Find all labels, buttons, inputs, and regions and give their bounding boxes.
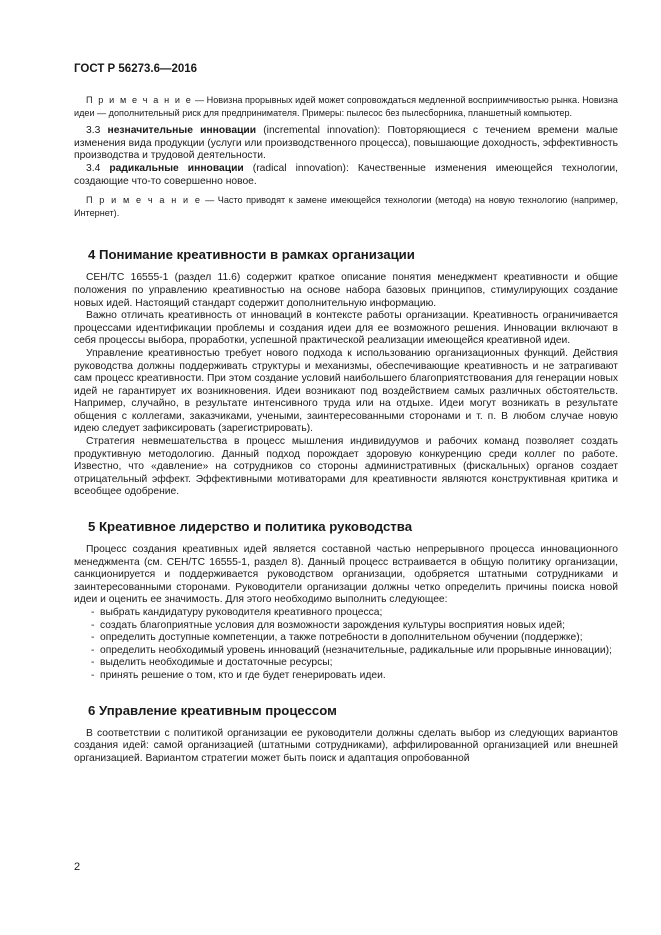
list-item-text: создать благоприятные условия для возможности зарождения культуры восприятия новых идей; [100,619,565,631]
spacer [74,499,618,519]
list-item: - выделить необходимые и достаточные ресурсы; [91,657,333,669]
term-definition: (incremental innovation): Повторяющиеся с течением времени малые изменения вида продукции (услуги или производственного процесса), повышающие доходность, эффективность производства и трудовой деятельности. [74,125,618,162]
section-4-paragraph: Управление креативностью требует нового подхода к использованию организационных функций. Действия руководства должны поддерживать структуры и механизмы, обеспечивающие креативность и не затрагивают сам процесс креативности. При этом создание условий наибольшего благоприятствования для генерации новых идей не гарантирует их возникновения. Идеи возникают под воздействием самых различных обстоятельств. Например, случайно, в результате интенсивного труда или на отдыхе. Идеи могут возникать в результате общения с коллегами, заказчиками, учеными, заинтересованными сторонами и т. п. В любом случае новую идею следует зафиксировать (зарегистрировать). [74,347,618,435]
list-item: - выбрать кандидатуру руководителя креативного процесса; [91,607,383,618]
list-item-text: выделить необходимые и достаточные ресурсы; [100,657,333,669]
list-item: - создать благоприятные условия для возможности зарождения культуры восприятия новых идей; [91,619,565,631]
term-definition: (radical innovation): Качественные изменения имеющейся технологии, создающие что-то совершенно новое. [74,162,618,187]
term-number: 3.4 [86,162,110,174]
note-label: П р и м е ч а н и е [86,95,193,105]
list-item-text: определить доступные компетенции, а также потребности в дополнительном обучении (поддержке); [100,632,583,644]
section-6-paragraph: В соответствии с политикой организации ее руководители должны сделать выбор из следующих вариантов создания идей: самой организацией (штатными сотрудниками), аффилированной организацией или внешней организацией. Вариантом стратегии может быть поиск и адаптация опробованной [74,727,618,764]
section-6-heading: 6 Управление креативным процессом [88,702,337,718]
section-4-heading: 4 Понимание креативности в рамках организации [88,247,415,263]
list-item: - принять решение о том, кто и где будет генерировать идеи. [91,669,386,681]
spacer [74,534,618,544]
document-header: ГОСТ Р 56273.6—2016 [74,63,198,75]
section-4-paragraph: Важно отличать креативность от инноваций в контексте работы организации. Креативность ограничивается процессами идентификации проблемы и создания идеи для ее возможного решения. Инновации включают в себя процессы выбора, проработки, успешной практической реализации имеющейся креативной идеи. [74,310,618,347]
note-breakthrough [74,94,618,119]
list-item: - определить доступные компетенции, а также потребности в дополнительном обучении (поддержке); [91,632,583,644]
spacer [74,683,618,703]
section-4-paragraph: Стратегия невмешательства в процесс мышления индивидуумов и рабочих команд позволяет создать продуктивную методологию. Данный подход порождает здоровую конкуренцию среди коллег по работе. Известно, что «давление» на сотрудников со стороны административных (фискальных) органов создает отрицательный эффект. Эффективными мотиваторами для креативности являются конструктивная критика и всеобщее одобрение. [74,436,618,498]
section-4-paragraph: CEH/TC 16555-1 (раздел 11.6) содержит краткое описание понятия менеджмент креативности и общие положения по управлению креативностью на основе набора базовых принципов, стимулирующих создание новых идей. Настоящий стандарт содержит дополнительную информацию. [74,272,618,309]
page-content [74,94,618,765]
spacer [74,262,618,272]
term-incremental-innovation [74,125,618,163]
section-5-heading: 5 Креативное лидерство и политика руководства [88,519,413,535]
list-item-text: принять решение о том, кто и где будет генерировать идеи. [100,669,386,681]
spacer [74,718,618,728]
term-radical-innovation [74,163,618,188]
term-title: незначительные инновации [107,125,257,137]
spacer [74,225,618,247]
list-item-text: выбрать кандидатуру руководителя креативного процесса; [100,607,383,618]
note-label: П р и м е ч а н и е [86,195,202,206]
term-title: радикальные инновации [109,162,244,174]
note-text: — Часто приводят к замене имеющейся технологии (метода) на новую технологию (например, Интернет). [74,195,619,218]
section-5-paragraph: Процесс создания креативных идей является составной частью непрерывного процесса инновационного менеджмента (см. CEH/TC 16555-1, раздел 8). Данный процесс встраивается в общую политику организации, санкционируется и поддерживается руководством организации, одобряется штатными сотрудниками и заинтересованными сторонами. Руководители организации должны четко определить причины поиска новой идеи и оценить ее значимость. Для этого необходимо выполнить следующее: [74,544,618,606]
list-item: - определить необходимый уровень инноваций (незначительные, радикальные или прорывные инновации); [91,644,612,656]
page-number: 2 [74,861,81,873]
term-number: 3.3 [86,125,108,137]
list-item-text: определить необходимый уровень инноваций (незначительные, радикальные или прорывные инновации); [100,644,612,656]
note-text: — Новизна прорывных идей может сопровождаться медленной восприимчивостью рынка. Новизна идеи — дополнительный риск для предпринимателя. Примеры: пылесос без пылесборника, планшетный компьютер. [74,95,618,118]
note-radical [74,194,618,219]
